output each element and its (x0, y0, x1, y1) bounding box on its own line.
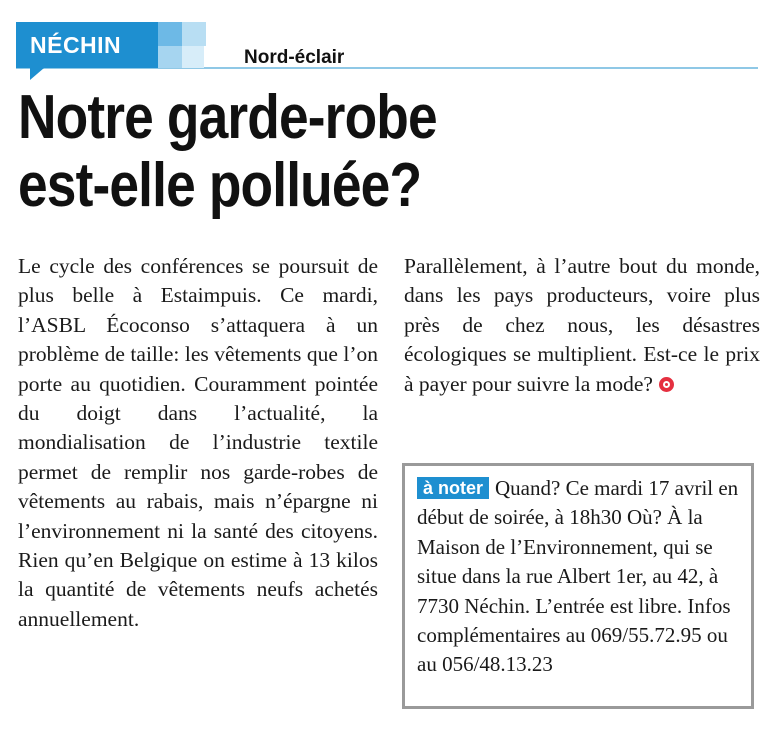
article-title (18, 84, 568, 220)
decor-square (158, 22, 182, 46)
badge-tail (30, 68, 44, 80)
section-label: NÉCHIN (16, 22, 158, 68)
decor-square (158, 46, 182, 68)
decor-square (182, 22, 206, 46)
note-label: à noter (417, 477, 489, 499)
title-line-1: Notre garde-robe (18, 83, 437, 152)
decor-square (182, 46, 204, 68)
article-column-1: Le cycle des conférences se poursuit de plus belle à Estaimpuis. Ce mardi, l’ASBL Écoconso s’attaquera à un problème de taille: les vêtements que l’on porte au quotidien. Couramment pointée du doigt dans l’actualité, la mondialisation de l’industrie textile permet de remplir nos garde-robes de vêtements au rabais, mais n’épargne ni l’environnement ni la santé des citoyens. Rien qu’en Belgique on estime à 13 kilos la quantité de vêtements neufs achetés annuellement. (18, 254, 378, 631)
end-of-article-icon (659, 377, 674, 392)
note-text: Quand? Ce mardi 17 avril en début de soirée, à 18h30 Où? À la Maison de l’Environnement, qui se situe dans la rue Albert 1er, au 42, à 7730 Néchin. L’entrée est libre. Infos complémentaires au 069/55.72.95 ou au 056/48.13.23 (417, 476, 739, 677)
article-column-2 (404, 252, 760, 399)
title-line-2: est-elle polluée? (18, 151, 422, 220)
info-box-content (417, 474, 741, 680)
info-box (402, 463, 754, 709)
newspaper-source: Nord-éclair (244, 47, 345, 68)
article-column-2-text: Parallèlement, à l’autre bout du monde, dans les pays producteurs, voire plus près de chez nous, les désastres écologiques se multiplient. Est-ce le prix à payer pour suivre la mode? (404, 254, 760, 396)
section-badge (16, 22, 216, 70)
